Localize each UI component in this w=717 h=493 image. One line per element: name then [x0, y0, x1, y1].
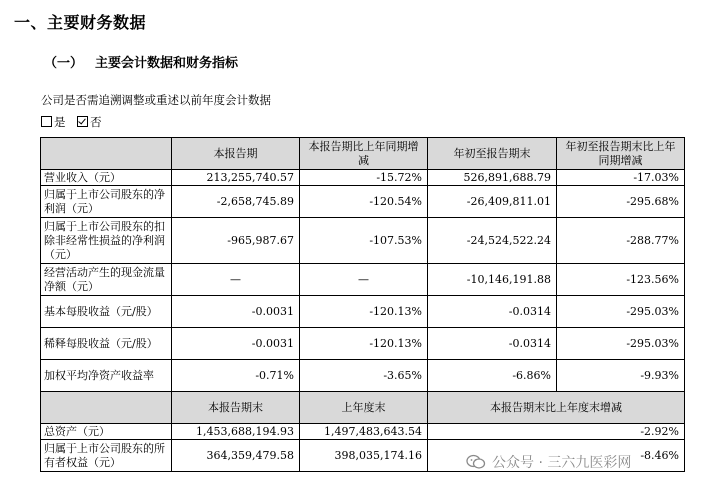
table-cell: -10,146,191.88	[428, 264, 557, 296]
row-label: 基本每股收益（元/股）	[41, 296, 172, 328]
option-no-label: 否	[90, 115, 102, 129]
header-cell: 本报告期末比上年度末增减	[428, 392, 685, 424]
restatement-question: 公司是否需追溯调整或重述以前年度会计数据	[41, 93, 271, 107]
table-subheader-row	[41, 392, 685, 424]
row-label: 稀释每股收益（元/股）	[41, 328, 172, 360]
table-cell: —	[172, 264, 300, 296]
table-cell: -17.03%	[557, 170, 685, 186]
row-label: 归属于上市公司股东的扣除非经常性损益的净利润（元）	[41, 218, 172, 264]
table-cell: -2,658,745.89	[172, 186, 300, 218]
table-row	[41, 360, 685, 392]
table-cell: -0.0314	[428, 296, 557, 328]
subsection-title: 主要会计数据和财务指标	[95, 56, 239, 71]
table-cell: -120.54%	[300, 186, 428, 218]
table-cell: -3.65%	[300, 360, 428, 392]
table-row	[41, 424, 685, 440]
header-cell	[41, 138, 172, 170]
table-cell: -0.0031	[172, 328, 300, 360]
table-cell: -295.03%	[557, 296, 685, 328]
table-cell: -107.53%	[300, 218, 428, 264]
table-cell: -26,409,811.01	[428, 186, 557, 218]
row-label: 归属于上市公司股东的净利润（元）	[41, 186, 172, 218]
subsection-number: （一）	[44, 56, 84, 71]
table-cell: 398,035,174.16	[300, 440, 428, 472]
subsection-heading	[44, 52, 238, 71]
table-cell: -965,987.67	[172, 218, 300, 264]
watermark-text: 公众号 · 三六九医彩网	[492, 455, 632, 471]
header-cell: 年初至报告期末	[428, 138, 557, 170]
table-row	[41, 296, 685, 328]
table-cell: —	[300, 264, 428, 296]
table-cell: -6.86%	[428, 360, 557, 392]
wechat-icon	[466, 454, 486, 470]
table-cell: -0.0314	[428, 328, 557, 360]
restatement-options	[41, 114, 102, 130]
row-label: 归属于上市公司股东的所有者权益（元）	[41, 440, 172, 472]
checkbox-yes[interactable]	[41, 116, 52, 127]
table-cell: 1,453,688,194.93	[172, 424, 300, 440]
table-cell: -0.0031	[172, 296, 300, 328]
table-cell: -295.03%	[557, 328, 685, 360]
checkbox-no[interactable]	[77, 116, 88, 127]
table-cell: -288.77%	[557, 218, 685, 264]
table-cell: -24,524,522.24	[428, 218, 557, 264]
row-label: 经营活动产生的现金流量净额（元）	[41, 264, 172, 296]
table-header-row	[41, 138, 685, 170]
header-cell	[41, 392, 172, 424]
header-cell: 本报告期	[172, 138, 300, 170]
row-label: 营业收入（元）	[41, 170, 172, 186]
table-cell: -120.13%	[300, 296, 428, 328]
row-label: 加权平均净资产收益率	[41, 360, 172, 392]
table-cell: 213,255,740.57	[172, 170, 300, 186]
table-row	[41, 328, 685, 360]
option-yes-label: 是	[54, 115, 66, 129]
header-cell: 本报告期末	[172, 392, 300, 424]
table-cell: 526,891,688.79	[428, 170, 557, 186]
section-heading: 一、主要财务数据	[14, 13, 147, 32]
table-cell: -295.68%	[557, 186, 685, 218]
header-cell: 本报告期比上年同期增减	[300, 138, 428, 170]
table-row	[41, 170, 685, 186]
watermark	[466, 452, 631, 472]
header-cell: 年初至报告期末比上年同期增减	[557, 138, 685, 170]
table-cell: 1,497,483,643.54	[300, 424, 428, 440]
financial-data-table	[40, 137, 685, 472]
table-row	[41, 218, 685, 264]
table-cell: 364,359,479.58	[172, 440, 300, 472]
table-cell: -8.46%	[428, 440, 685, 472]
table-cell: -123.56%	[557, 264, 685, 296]
table-cell: -15.72%	[300, 170, 428, 186]
table-row	[41, 186, 685, 218]
table-cell: -120.13%	[300, 328, 428, 360]
header-cell: 上年度末	[300, 392, 428, 424]
row-label: 总资产（元）	[41, 424, 172, 440]
table-row	[41, 264, 685, 296]
table-cell: -0.71%	[172, 360, 300, 392]
table-cell: -9.93%	[557, 360, 685, 392]
table-cell: -2.92%	[428, 424, 685, 440]
